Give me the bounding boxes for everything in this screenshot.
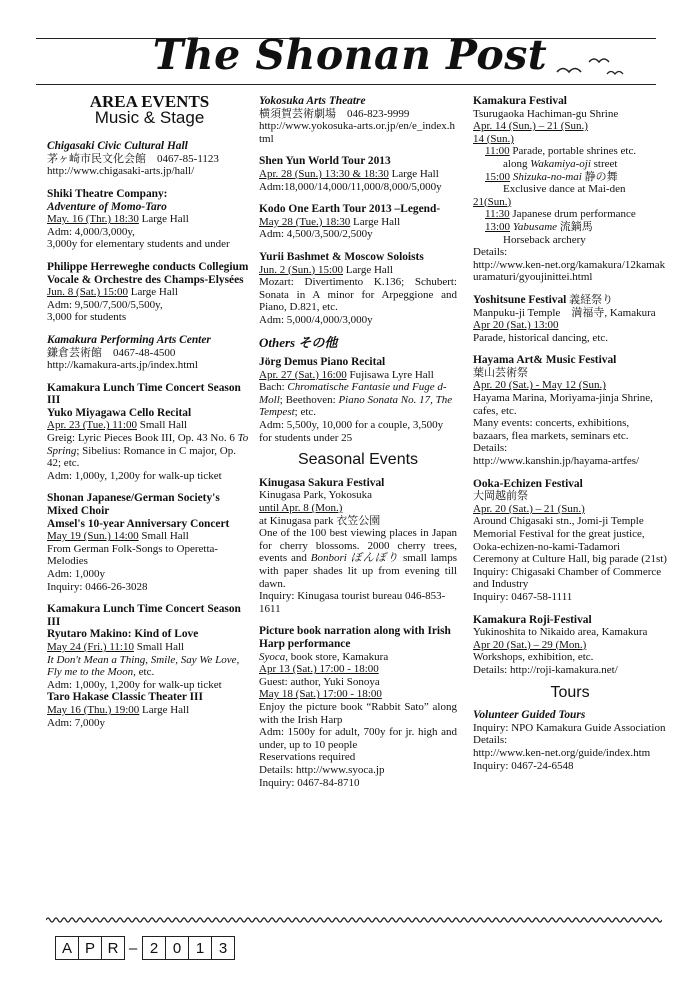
date-char: P — [78, 936, 102, 960]
details-link[interactable]: Details: http://www.syoca.jp — [259, 763, 385, 776]
date-char: 2 — [142, 936, 166, 960]
event-makino: Kamakura Lunch Time Concert Season III Ryutaro Makino: Kind of Love May 24 (Fri.) 11:10 Small Hall It Don't Mean a Thing, Smile, Say We Love, Fly me to the Moon, etc. Adm: 1,000y, 1,200y for walk-up ticket Taro Hakase Classic Theater III May 16 (Thu.) 19:00 Large Hall Adm: 7,000y — [47, 603, 241, 729]
event-momotaro: Shiki Theatre Company: Adventure of Momo-Taro May. 16 (Thr.) 18:30 Large Hall Adm: 4,000/3,000y, 3,000y for elementary students and under — [47, 187, 230, 251]
event-roji: Kamakura Roji-Festival Yukinoshita to Nikaido area, Kamakura Apr 20 (Sat.) – 29 (Mon.) Workshops, exhibition, etc. Details: http://roji-kamakura.net/ — [473, 614, 667, 677]
seasonal-events-heading: Seasonal Events — [297, 451, 419, 469]
wavy-divider — [46, 915, 662, 925]
event-herreweghe: Philippe Herreweghe conducts Collegium Vocale & Orchestre des Champs-Elysées Jun. 8 (Sat.) 15:00 Large Hall Adm: 9,500/7,500/5,500y, 3,000 for students — [47, 260, 249, 324]
event-kinugasa: Kinugasa Sakura Festival Kinugasa Park, Yokosuka until Apr. 8 (Mon.) at Kinugasa park 衣笠公園 One of the 100 best viewing places in Japan for cherry blossoms. 2000 cherry trees, events and Bonbori ぼんぼり small lamps with paper shades lit up from evening till dawn. Inquiry: Kinugasa tourist bureau 046-853-1611 — [259, 476, 458, 615]
details-link[interactable]: Details: http://roji-kamakura.net/ — [473, 663, 618, 676]
event-amsel: Shonan Japanese/German Society's Mixed Choir Amsel's 10-year Anniversary Concert May 19 (Sun.) 14:00 Small Hall From German Folk-Songs to Operetta-Melodies Adm: 1,000y Inquiry: 0466-26-3028 — [47, 492, 230, 593]
column-1 — [47, 92, 252, 739]
event-guided-tours: Volunteer Guided Tours Inquiry: NPO Kamakura Guide Association Details: http://www.ken-net.org/guide/index.htm Inquiry: 0467-24-6548 — [473, 709, 666, 772]
details-link[interactable]: http://www.ken-net.org/kamakura/12kamakuramaturi/gyoujinittei.html — [473, 258, 666, 284]
event-shen-yun: Shen Yun World Tour 2013 Apr. 28 (Sun.) 13:30 & 18:30 Large Hall Adm:18,000/14,000/11,000/8,000/5,000y — [259, 155, 442, 193]
venue-link[interactable]: http://www.yokosuka-arts.or.jp/en/e_index.html — [259, 120, 456, 145]
venue-link[interactable]: http://www.chigasaki-arts.jp/hall/ — [47, 165, 195, 178]
event-bashmet: Yurii Bashmet & Moscow Soloists Jun. 2 (Sun.) 15:00 Large Hall Mozart: Divertimento K.136; Schubert: Sonata in A minor for Arpeggione and Piano, D.821, etc. Adm: 5,000/4,000/3,000y — [259, 250, 457, 326]
header-bottom-rule — [36, 84, 656, 85]
venue-kamakura-arts: Kamakura Performing Arts Center 鎌倉芸術館 0467-48-4500 http://kamakura-arts.jp/index.html — [47, 334, 252, 372]
event-picture-book: Picture book narration along with Irish Harp performance Syoca, book store, Kamakura Apr 13 (Sat.) 17:00 - 18:00 Guest: author, Yuki Sonoya May 18 (Sat.) 17:00 - 18:00 Enjoy the picture book “Rabbit Sato” along with the Irish Harp Adm: 1500y for adult, 700y for jr. high and under, up to 10 people Reservations required Details: http://www.syoca.jp Inquiry: 0467-84-8710 — [259, 625, 457, 789]
others-heading: Others その他 — [259, 334, 338, 350]
music-stage-heading: Music & Stage — [94, 107, 205, 127]
date-char: 1 — [188, 936, 212, 960]
birds-icon — [555, 50, 625, 80]
column-3 — [473, 95, 667, 782]
event-hayama: Hayama Art& Music Festival 葉山芸術祭 Apr. 20 (Sat.) - May 12 (Sun.) Hayama Marina, Moriyama-jinja Shrine, cafes, etc. Many events: concerts, exhibitions, bazaars, flea markets, seminars etc. Details: http://www.kanshin.jp/hayama-artfes/ — [473, 354, 667, 467]
event-kodo: Kodo One Earth Tour 2013 –Legend- May 28 (Tue.) 18:30 Large Hall Adm: 4,500/3,500/2,500y — [259, 203, 441, 241]
event-demus: Jörg Demus Piano Recital Apr. 27 (Sat.) 16:00 Fujisawa Lyre Hall Bach: Chromatische Fantasie und Fuge d-Moll; Beethoven: Piano Sonata No. 17, The Tempest; etc. Adm: 5,500y, 10,000 for a couple, 3,500y for students under 25 — [259, 356, 453, 444]
masthead-title: The Shonan Post — [152, 31, 548, 79]
venue-yokosuka: Yokosuka Arts Theatre 横須賀芸術劇場 046-823-9999 http://www.yokosuka-arts.or.jp/en/e_index.html — [259, 95, 456, 145]
date-char: A — [55, 936, 79, 960]
date-dash: – — [128, 939, 138, 957]
date-char: 0 — [165, 936, 189, 960]
event-kamakura-festival: Kamakura Festival Tsurugaoka Hachiman-gu Shrine Apr. 14 (Sun.) – 21 (Sun.) 14 (Sun.) 11:00 Parade, portable shrines etc. along Wakamiya-oji street 15:00 Shizuka-no-mai 静の舞 Exclusive dance at Mai-den 21(Sun.) 11:30 Japanese drum performance 13:00 Yabusame 流鏑馬 Horseback archery Details: http://www.ken-net.org/kamakura/12kamakuramaturi/gyoujinittei.html — [473, 95, 666, 284]
venue-chigasaki: Chigasaki Civic Cultural Hall 茅ヶ崎市民文化会館 0467-85-1123 http://www.chigasaki-arts.jp/hall/ — [47, 140, 252, 178]
issue-date — [55, 936, 234, 960]
date-char: 3 — [211, 936, 235, 960]
area-events-heading: AREA EVENTS — [89, 92, 210, 111]
tours-heading: Tours — [550, 683, 590, 701]
venue-link[interactable]: http://kamakura-arts.jp/index.html — [47, 359, 198, 372]
details-link[interactable]: http://www.kanshin.jp/hayama-artfes/ — [473, 455, 640, 468]
details-link[interactable]: http://www.ken-net.org/guide/index.htm — [473, 746, 651, 759]
event-yoshitsune: Yoshitsune Festival 義経祭り Manpuku-ji Temple 満福寺, Kamakura Apr 20 (Sat.) 13:00 Parade, historical dancing, etc. — [473, 293, 656, 344]
date-char: R — [101, 936, 125, 960]
event-ooka-echizen: Ooka-Echizen Festival 大岡越前祭 Apr. 20 (Sat.) – 21 (Sun.) Around Chigasaki stn., Jomi-ji Temple Memorial Festival for the great justice, Ooka-echizen-no-kami-Tadamori Ceremony at Culture Hall, big parade (21st) Inquiry: Chigasaki Chamber of Commerce and Industry Inquiry: 0467-58-1111 — [473, 477, 667, 603]
event-miyagawa: Kamakura Lunch Time Concert Season III Yuko Miyagawa Cello Recital Apr. 23 (Tue.) 11:00 Small Hall Greig: Lyric Pieces Book III, Op. 43 No. 6 To Spring; Sibelius: Romance in C major, Op. 42; etc. Adm: 1,000y, 1,200y for walk-up ticket — [47, 381, 249, 482]
column-2 — [259, 95, 457, 799]
